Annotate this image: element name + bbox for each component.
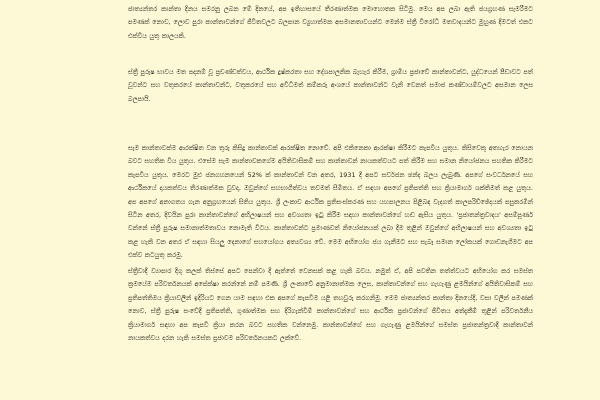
paragraph-1: ජාත්‍යන්තර කාන්තා දිනය සමරනු ලබන මේ දිනයේ, අප ඉතිහාසයේ තීරණාත්මක මොහොතක සිටිමු. මෙය අප ලබා ඇති ජයග්‍රහණ සැමරීමට පමණක් නොව, ලොව පුරා කාන්තාවන්ගේ ජීවිතවලට බලපාන ව්‍යුහාත්මක අසමානතාවයන්ට මෙන්ම ස්ත්‍රී විරෝධී මතවාදයන්ට මුහුණ දීමටත් එකට එක්විය යුතු කාලයකි. <box>128 5 533 40</box>
paragraph-4: ස්ත්‍රීවාදී ව්‍යාපාර දිගු කලක් තිස්සේ අපට පෙන්වා දී ඇත්තේ වෙනසක් කළ හැකි බවය. නමුත් ඒ, අපි පවතින තත්ත්වයට අභියෝග කර සමස්ත ක්‍රමයේම පරිවර්තනයක් අපේක්ෂා කරන්නේ නම් පමණි. ශ්‍රී ලංකාවේ අනුමානාත්මක ලෙස, කාන්තාවන්ගේ සහ ගැහැණු ළමයින්ගේ අයිතිවාසිකම් සහ ප්‍රතිපත්තිමය ක්‍රියාවලින් ඉදිරියට ගෙන යාම සඳහා එක අපගේ කැපවීම යළි තහවුරු කරගනිමු. මෙම ජාත්‍යන්තර කාන්තා දිනයේදී, වසා වලින් පමණක් නොව, ස්ත්‍රී පුරුෂ සංවේදී ප්‍රතිපත්ති, ගුණාත්මක සහ දිරිගැන්වීම් කාන්තාවන්ගේ සහ ආර්ථික ප්‍රජාවන්ගේ ජීවිතය අත්දැකීම් තුළින් පරිවර්තනීය ක්‍රියාමාර්ග සඳහා අප කැපවී ක්‍රියා කරන බවට සහතික වන්නෙමු. කාන්තාවන්ගේ සහ ගැහැණු ළමයින්ගේ සමස්ත ප්‍රජාතන්ත්‍රවාදී කාන්තාවන් නායකත්වය දරන හැකි සමස්ත ප්‍රජාවම පරිවර්තනයකට ලක්වේ. <box>128 267 533 343</box>
paragraph-3: සැම කාන්තාවක්ම ආරක්ෂිත වන තුරු කිසිදු කාන්තාවක් ආරක්ෂිත නොවේ. අපි එකිනෙකා ආරක්ෂා කිරීමට කැපවිය යුතුය. කිසිවෙකු අතහැර නොයන බවට සහතික විය යුතුය. එසේම සැම කාන්තාවකගේම අයිතිවාසිකම් සහ කාන්තාවන් නායකත්වයට පත් කිරීම සහ සමාන නියෝජනය සහතික කිරීමට කැපවිය යුතුය. මෙරට මුළු ජනගහනයෙන් 52% ක් කාන්තාවන් වන අතර, 1931 දී අපට සර්වජන ඡන්ද බලය ලැබුණි. අපගේ සංවර්ධනයේ සහ ආර්ථිකයේ දායකත්වය තීරණාත්මක වුවද, ඔවුන්ගේ සහභාගීත්වය තවමත් සීමිතය. ඒ සඳහා අපගේ ප්‍රතිපත්ති සහ ක්‍රියාමාර්ග ශක්තිමත් කළ යුතුය. අප අපගේ අනාගතය ගැන අනුග්‍රහයෙන් සිතිය යුතුය. ශ්‍රී ලංකාව ආර්ථික ප්‍රතිසංස්කරණ සහ යහපාලනය පිළිබඳ වැදගත් කාලපරිච්ඡේදයක් පසුකරමින් සිටින අතර, දිවයින පුරා කාන්තාවන්ගේ අභිලාෂයන් සහ අවශ්‍යතා ඉටු කිරීම සඳහා කාන්තාවන්ගේ හඬ ඇසිය යුතුය. 'ප්‍රජාතන්ත්‍රවාදය' අසම්පූර්ණ වන්නේ ස්ත්‍රී පුරුෂ සමානාත්මතාවය නොමැති විටය. කාන්තාවන්ට ප්‍රමාණවත් නියෝජනයක් ලබා දීම තුළින් ඔවුන්ගේ අභිලාෂයන් සහ අවශ්‍යතා ඉටු කළ හැකි වන අතර ඒ සඳහා සියලු දෙනාගේ සහයෝගය අත්‍යවශ්‍ය වේ. මෙම අභියෝග ජය ගැනීමට සහ සැබෑ සමාන ලෝකයක් ගොඩනැගීමට අප එක්ව කටයුතු කරමු. <box>128 144 533 260</box>
paragraph-2: ස්ත්‍රී පුරුෂ භාවය මත පදනම් වූ ප්‍රචණ්ඩත්වය, ආර්ථික දුෂ්කරතා සහ දේශපාලනික බැහැර කිරීම, ග්‍රාමීය ප්‍රජාවේ කාන්තාවන්ට, යුද්ධයෙන් පීඩාවට පත් වූවන්ට සහ වතුකරයේ කාන්තාවන්ට, වතුකරයේ සහ අවිධිමත් කම්කරු අංශයේ කාන්තාවන්ට වැනි වෙනත් සමාජ කණ්ඩායම්වලට අසමාන ලෙස බලපායි. <box>128 68 533 103</box>
